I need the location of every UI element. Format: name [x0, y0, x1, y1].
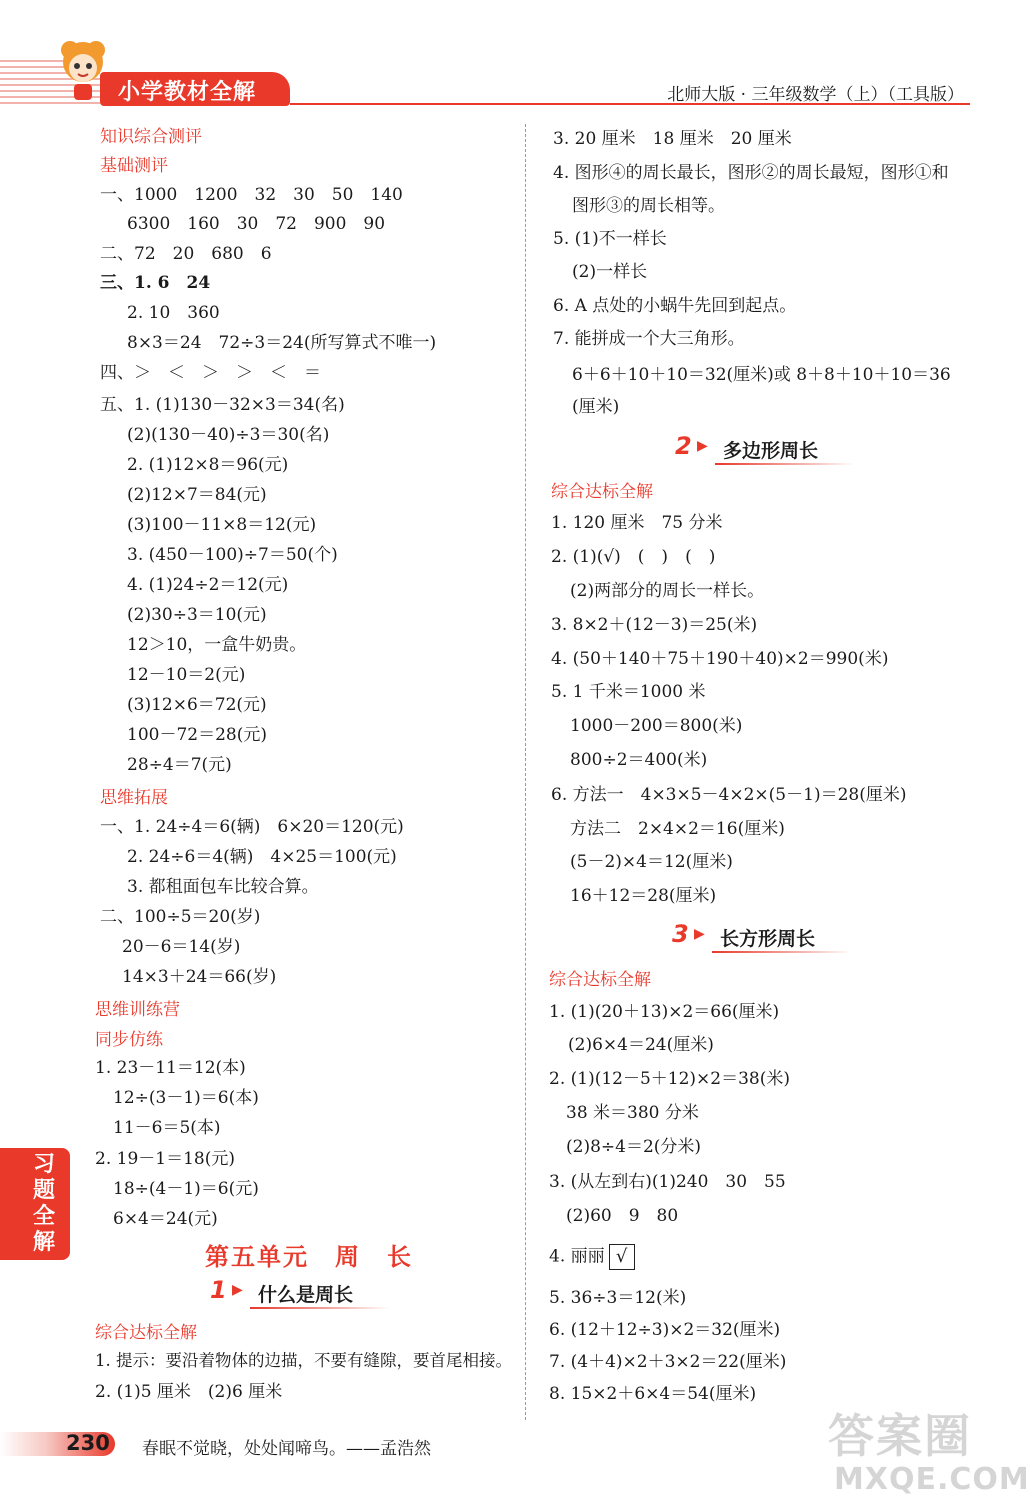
- lesson-heading: [672, 920, 872, 954]
- lesson-heading: [210, 1276, 410, 1310]
- answer-line: 8. 15×2＋6×4＝54(厘米): [549, 1384, 757, 1404]
- answer-line: 38 米＝380 分米: [566, 1103, 699, 1123]
- answer-line: 7. 能拼成一个大三角形。: [553, 329, 745, 349]
- answer-line: 1. 120 厘米 75 分米: [551, 513, 723, 533]
- edition-label: 北师大版 · 三年级数学（上）（工具版）: [667, 85, 964, 105]
- footer-quote: 春眠不觉晓，处处闻啼鸟。——孟浩然: [142, 1439, 431, 1459]
- lesson-number: 2: [675, 432, 692, 460]
- answer-line: (2)60 9 80: [566, 1206, 679, 1226]
- section-heading: 思维训练营: [95, 1000, 180, 1020]
- answer-line: (2)30÷3＝10(元): [127, 605, 267, 625]
- section-heading: 综合达标全解: [549, 970, 651, 990]
- lesson-underline: [250, 1307, 390, 1309]
- answer-line: 12－10＝2(元): [127, 665, 246, 685]
- answer-line: 二、72 20 680 6: [100, 244, 272, 264]
- lesson-underline: [712, 951, 852, 953]
- answer-line: 2. 10 360: [127, 303, 220, 323]
- answer-line: (5－2)×4＝12(厘米): [570, 852, 733, 872]
- answer-line: 12÷(3－1)＝6(本): [113, 1088, 259, 1108]
- answer-line: 16＋12＝28(厘米): [570, 886, 717, 906]
- answer-line: (2)6×4＝24(厘米): [568, 1035, 714, 1055]
- answer-line: 3. 20 厘米 18 厘米 20 厘米: [553, 129, 792, 149]
- lesson-number: 3: [672, 920, 689, 948]
- arrow-icon: ▶: [694, 926, 705, 942]
- lesson-title: 长方形周长: [720, 928, 816, 950]
- watermark: [828, 1400, 1030, 1506]
- unit-title: 第五单元 周 长: [205, 1242, 413, 1271]
- answer-line: (2)一样长: [572, 262, 648, 282]
- answer-line: 6300 160 30 72 900 90: [127, 214, 386, 234]
- lesson-underline: [715, 463, 855, 465]
- answer-line: 1000－200＝800(米): [570, 716, 743, 736]
- answer-line: 6. A 点处的小蜗牛先回到起点。: [553, 296, 797, 316]
- answer-line: 5. (1)不一样长: [553, 229, 667, 249]
- answer-line: 2. (1)5 厘米 (2)6 厘米: [95, 1382, 283, 1402]
- answer-line: 7. (4＋4)×2＋3×2＝22(厘米): [549, 1352, 787, 1372]
- answer-line: 3. (450－100)÷7＝50(个): [127, 545, 338, 565]
- page-number: 230: [66, 1431, 110, 1455]
- answer-line: [549, 1244, 635, 1270]
- lesson-title: 什么是周长: [258, 1284, 354, 1306]
- answer-line: 方法二 2×4×2＝16(厘米): [570, 819, 785, 839]
- arrow-icon: ▶: [232, 1282, 243, 1298]
- lesson-heading: [675, 432, 875, 466]
- answer-line: 2. (1)(√) ( ) ( ): [551, 547, 716, 567]
- section-heading: 基础测评: [100, 156, 168, 176]
- answer-line: (2)(130－40)÷3＝30(名): [127, 425, 330, 445]
- answer-line: 2. (1)12×8＝96(元): [127, 455, 289, 475]
- answer-line: 2. (1)(12－5＋12)×2＝38(米): [549, 1069, 791, 1089]
- answer-line: 1. 提示：要沿着物体的边描，不要有缝隙，要首尾相接。: [95, 1351, 512, 1370]
- answer-line: (2)两部分的周长一样长。: [570, 581, 765, 601]
- answer-line: 图形③的周长相等。: [572, 196, 725, 216]
- answer-line: 5. 36÷3＝12(米): [549, 1288, 687, 1308]
- answer-line: (3)12×6＝72(元): [127, 695, 267, 715]
- answer-line: 3. 8×2＋(12－3)＝25(米): [551, 615, 758, 635]
- answer-line: (2)12×7＝84(元): [127, 485, 267, 505]
- answer-line: 4. (1)24÷2＝12(元): [127, 575, 289, 595]
- section-heading: 综合达标全解: [95, 1323, 197, 1343]
- answer-line: 三、1. 6 24: [100, 273, 211, 293]
- answer-line: 五、1. (1)130－32×3＝34(名): [100, 395, 345, 415]
- answer-line: 100－72＝28(元): [127, 725, 267, 745]
- answer-line: 四、＞ ＜ ＞ ＞ ＜ ＝: [100, 363, 321, 383]
- answer-line: 2. 24÷6＝4(辆) 4×25＝100(元): [127, 847, 397, 867]
- answer-line: 800÷2＝400(米): [570, 750, 708, 770]
- answer-line: 二、100÷5＝20(岁): [100, 907, 261, 927]
- arrow-icon: ▶: [697, 438, 708, 454]
- answer-line: (2)8÷4＝2(分米): [566, 1137, 702, 1157]
- side-tab-label: 习题全解: [33, 1152, 56, 1255]
- check-box: √: [609, 1244, 635, 1270]
- answer-line: 6. 方法一 4×3×5－4×2×(5－1)＝28(厘米): [551, 785, 907, 805]
- answer-line: 一、1. 24÷4＝6(辆) 6×20＝120(元): [100, 817, 404, 837]
- answer-line: (3)100－11×8＝12(元): [127, 515, 317, 535]
- answer-line: 14×3＋24＝66(岁): [122, 967, 277, 987]
- answer-line: 3. 都租面包车比较合算。: [127, 877, 319, 897]
- answer-line: 1. (1)(20＋13)×2＝66(厘米): [549, 1002, 780, 1022]
- answer-line: 28÷4＝7(元): [127, 755, 232, 775]
- answer-line: 4. (50＋140＋75＋190＋40)×2＝990(米): [551, 649, 889, 669]
- answer-line: 6＋6＋10＋10＝32(厘米)或 8＋8＋10＋10＝36: [572, 365, 951, 385]
- column-divider: [525, 124, 526, 1420]
- answer-line: 11－6＝5(本): [113, 1118, 221, 1138]
- lesson-title: 多边形周长: [723, 440, 819, 462]
- section-heading: 知识综合测评: [100, 127, 202, 147]
- answer-line: 3. (从左到右)(1)240 30 55: [549, 1172, 786, 1192]
- watermark-text: 答案圈: [828, 1409, 972, 1463]
- section-heading: 同步仿练: [95, 1030, 163, 1050]
- answer-line: 6. (12＋12÷3)×2＝32(厘米): [549, 1320, 781, 1340]
- section-heading: 综合达标全解: [551, 482, 653, 502]
- answer-line: 8×3＝24 72÷3＝24(所写算式不唯一): [127, 333, 437, 353]
- book-title: 小学教材全解: [118, 80, 257, 105]
- answer-line: 12＞10，一盒牛奶贵。: [127, 635, 307, 655]
- answer-text: 4. 丽丽: [549, 1246, 605, 1267]
- answer-line: 一、1000 1200 32 30 50 140: [100, 185, 403, 205]
- answer-line: 20－6＝14(岁): [122, 937, 241, 957]
- answer-line: 6×4＝24(元): [113, 1209, 218, 1229]
- answer-line: 18÷(4－1)＝6(元): [113, 1179, 259, 1199]
- answer-line: (厘米): [572, 397, 620, 417]
- lesson-number: 1: [210, 1276, 227, 1304]
- answer-line: 1. 23－11＝12(本): [95, 1058, 246, 1078]
- answer-line: 5. 1 千米＝1000 米: [551, 682, 706, 702]
- watermark-url: MXQE.COM: [834, 1462, 1030, 1497]
- answer-line: 4. 图形④的周长最长，图形②的周长最短，图形①和: [553, 163, 949, 183]
- section-heading: 思维拓展: [100, 788, 168, 808]
- answer-line: 2. 19－1＝18(元): [95, 1149, 235, 1169]
